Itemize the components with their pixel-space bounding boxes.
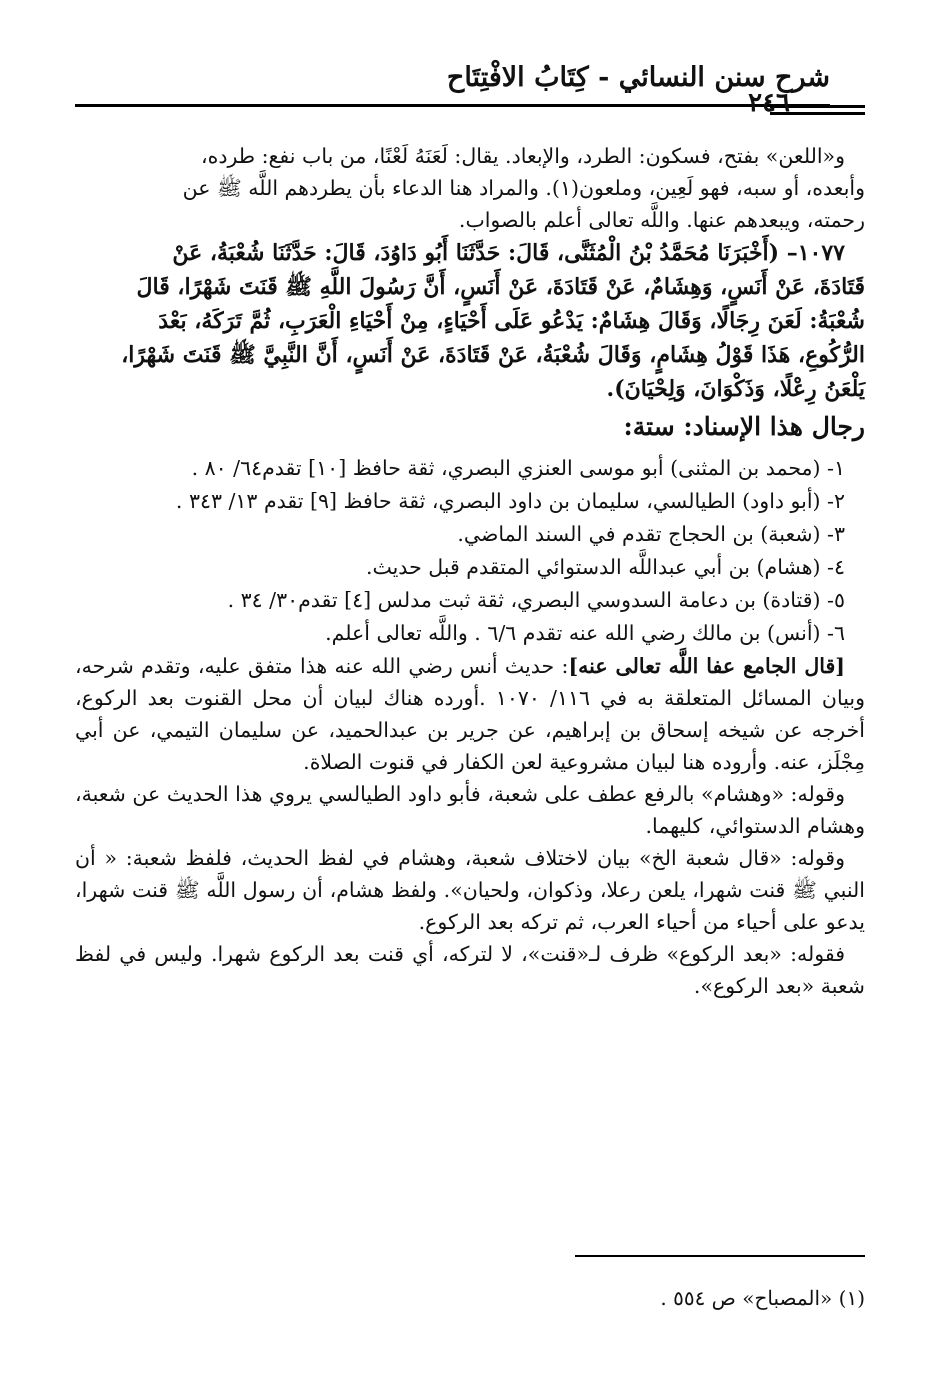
narrators-list <box>75 452 865 650</box>
footnote-rule <box>575 1255 865 1257</box>
footnote: (١) «المصباح» ص ٥٥٤ . <box>660 1286 865 1310</box>
commentary-paragraph <box>75 650 865 778</box>
commentary-paragraph: وقوله: «وهشام» بالرفع عطف على شعبة، فأبو داود الطيالسي يروي هذا الحديث عن شعبة، وهشام الدستوائي، كليهما. <box>75 782 865 838</box>
narrators-heading: رجال هذا الإسناد: ستة: <box>623 412 865 441</box>
narrator-item: ٤- (هشام) بن أبي عبداللَّه الدستوائي المتقدم قبل حديث. <box>365 555 845 579</box>
commentary-paragraph: وقوله: «قال شعبة الخ» بيان لاختلاف شعبة، وهشام في لفظ الحديث، فلفظ شعبة: « أن النبي ﷺ قنت شهرا، يلعن رعلا، وذكوان، ولحيان». ولفظ هشام، أن رسول اللَّه ﷺ قنت شهرا، يدعو على أحياء من أحياء العرب، ثم تركه بعد الركوع. <box>75 846 865 934</box>
narrator-item: ١- (محمد بن المثنى) أبو موسى العنزي البصري، ثقة حافظ [١٠] تقدم٦٤/ ٨٠ . <box>191 456 845 480</box>
narrator-item: ٦- (أنس) بن مالك رضي الله عنه تقدم ٦/٦ . واللَّه تعالى أعلم. <box>325 621 845 645</box>
intro-line: و«اللعن» بفتح، فسكون: الطرد، والإبعاد. يقال: لَعَنَهُ لَعْنًا، من باب نفع: طرده، <box>200 144 845 168</box>
page-number: ٢٤٦ <box>748 88 790 118</box>
commentary-paragraph: فقوله: «بعد الركوع» ظرف لـ«قنت»، لا لتركه، أي قنت بعد الركوع شهرا. وليس في لفظ شعبة «بعد الركوع». <box>75 942 865 998</box>
narrator-item: ٣- (شعبة) بن الحجاج تقدم في السند الماضي. <box>457 522 845 546</box>
commentary-text: : حديث أنس رضي الله عنه هذا متفق عليه، وتقدم شرحه، وبيان المسائل المتعلقة به في ١١٦/ ١٠٧٠ .أورده هناك لبيان أن محل القنوت بعد الركوع، أخرجه عن شيخه إسحاق بن إبراهيم، عن جرير بن عبدالحميد، عن سليمان التيمي، عن أبي مِجْلَز، عنه. وأروده هنا لبيان مشروعية لعن الكفار في قنوت الصلاة. <box>75 654 865 774</box>
intro-line: رحمته، ويبعدهم عنها. واللَّه تعالى أعلم بالصواب. <box>458 208 865 232</box>
narrator-item: ٢- (أبو داود) الطيالسي، سليمان بن داود البصري، ثقة حافظ [٩] تقدم ١٣/ ٣٤٣ . <box>175 489 845 513</box>
hadith-line: قَتَادَةَ، عَنْ أَنَسٍ، وَهِشَامٌ، عَنْ قَتَادَةَ، عَنْ أَنَسٍ، أَنَّ رَسُولَ اللَّهِ ﷺ قَنَتَ شَهْرًا، قَالَ <box>136 274 865 300</box>
hadith-line: شُعْبَةُ: لَعَنَ رِجَالًا، وَقَالَ هِشَامٌ: يَدْعُو عَلَى أَحْيَاءٍ، مِنْ أَحْيَاءِ الْعَرَبِ، ثُمَّ تَرَكَهُ، بَعْدَ <box>158 308 865 334</box>
running-head <box>0 56 830 100</box>
header-rule <box>75 104 830 107</box>
intro-paragraph <box>75 140 865 236</box>
hadith-line: ١٠٧٧– (أَخْبَرَنَا مُحَمَّدُ بْنُ الْمُثَنَّى، قَالَ: حَدَّثَنَا أَبُو دَاوُدَ، قَالَ: حَدَّثَنَا شُعْبَةُ، عَنْ <box>172 240 845 266</box>
jami-label: [قال الجامع عفا اللَّه تعالى عنه] <box>568 654 845 678</box>
narrator-item: ٥- (قتادة) بن دعامة السدوسي البصري، ثقة ثبت مدلس [٤] تقدم٣٠/ ٣٤ . <box>227 588 845 612</box>
hadith-line: يَلْعَنُ رِعْلًا، وَذَكْوَانَ، وَلِحْيَانَ). <box>606 376 865 402</box>
hadith-line: الرُّكُوعِ، هَذَا قَوْلُ هِشَامٍ، وَقَالَ شُعْبَةُ، عَنْ قَتَادَةَ، عَنْ أَنَسٍ، أَنَّ النَّبِيَّ ﷺ قَنَتَ شَهْرًا، <box>121 342 865 368</box>
page-header-title: شرح سنن النسائي - كِتَابُ الافْتِتَاح <box>446 62 830 93</box>
intro-line: وأبعده، أو سبه، فهو لَعِين، وملعون(١). والمراد هنا الدعاء بأن يطردهم اللَّه ﷺ عن <box>182 176 865 200</box>
body-text <box>75 140 865 1002</box>
hadith-text <box>75 236 865 406</box>
